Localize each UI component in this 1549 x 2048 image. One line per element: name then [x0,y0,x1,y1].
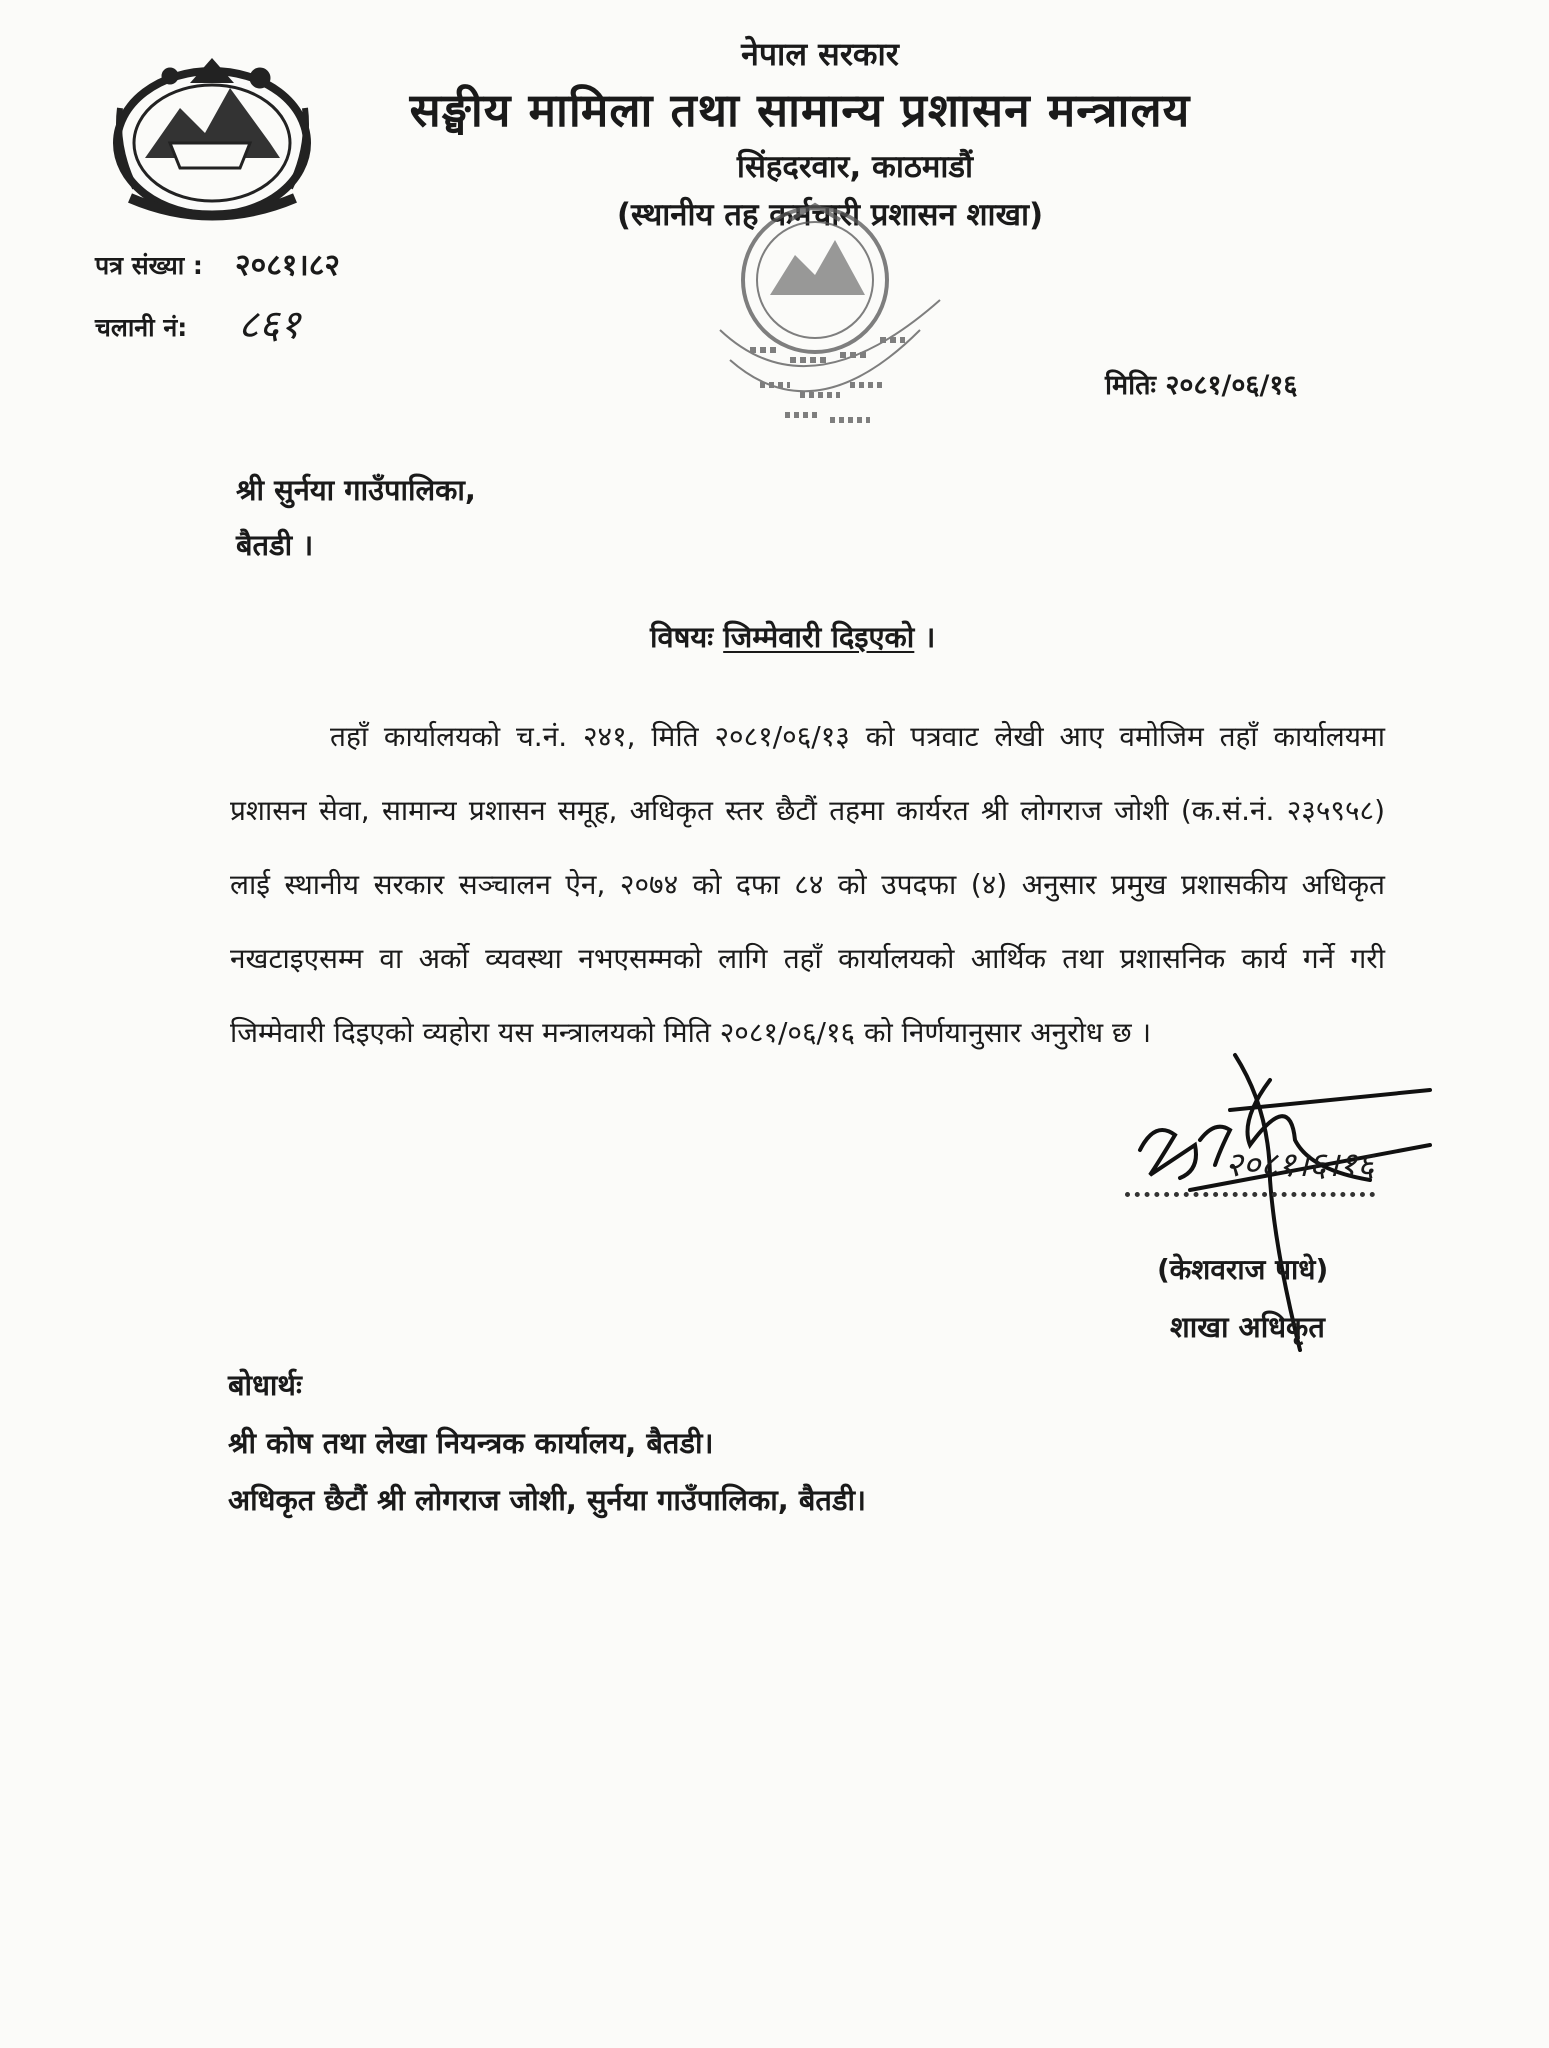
subject-line [650,617,935,656]
cc-label: बोधार्थः [228,1368,302,1402]
letter-date: मितिः २०८१/०६/१६ [1105,370,1298,401]
cc-item: श्री कोष तथा लेखा नियन्त्रक कार्यालय, बैतडी। [228,1426,714,1460]
recipient-location: बैतडी । [236,528,314,562]
nepal-emblem-icon [110,48,315,223]
ref-number: २०८१।८२ [235,248,340,283]
ministry-name: सङ्घीय मामिला तथा सामान्य प्रशासन मन्त्रालय [409,83,1191,137]
subject-end: । [914,620,936,654]
signature-date: २०८१।६।१६ [1225,1145,1375,1185]
dispatch-number: ८६१ [238,302,301,348]
ministry-address: सिंहदरवार, काठमाडौं [736,149,974,185]
official-stamp [690,200,960,445]
dispatch-label: चलानी नं: [95,313,188,342]
signatory-title: शाखा अधिकृत [1170,1310,1325,1344]
subject-label: विषयः [650,620,714,654]
subject-text: जिम्मेवारी दिइएको [723,620,915,654]
branch-name: (स्थानीय तह कर्मचारी प्रशासन शाखा) [616,197,1044,233]
ref-label: पत्र संख्या : [95,251,203,280]
government-name: नेपाल सरकार [741,35,899,73]
signature-dotted-line [1125,1192,1375,1197]
cc-item: अधिकृत छैटौं श्री लोगराज जोशी, सुर्नया गाउँपालिका, बैतडी। [228,1483,866,1517]
signatory-name: (केशवराज पाधे) [1157,1253,1329,1286]
letter-body: तहाँ कार्यालयको च.नं. २४१, मिति २०८१/०६/१३ को पत्रवाट लेखी आए वमोजिम तहाँ कार्यालयमा प्रशासन सेवा, सामान्य प्रशासन समूह, अधिकृत स्तर छैटौं तहमा कार्यरत श्री लोगराज जोशी (क.सं.नं. २३५९५८) लाई स्थानीय सरकार सञ्चालन ऐन, २०७४ को दफा ८४ को उपदफा (४) अनुसार प्रमुख प्रशासकीय अधिकृत नखटाइएसम्म वा अर्को व्यवस्था नभएसम्मको लागि तहाँ कार्यालयको आर्थिक तथा प्रशासनिक कार्य गर्ने गरी जिम्मेवारी दिइएको व्यहोरा यस मन्त्रालयको मिति २०८१/०६/१६ को निर्णयानुसार अनुरोध छ । [230,720,1385,1049]
recipient-name: श्री सुर्नया गाउँपालिका, [236,473,476,507]
